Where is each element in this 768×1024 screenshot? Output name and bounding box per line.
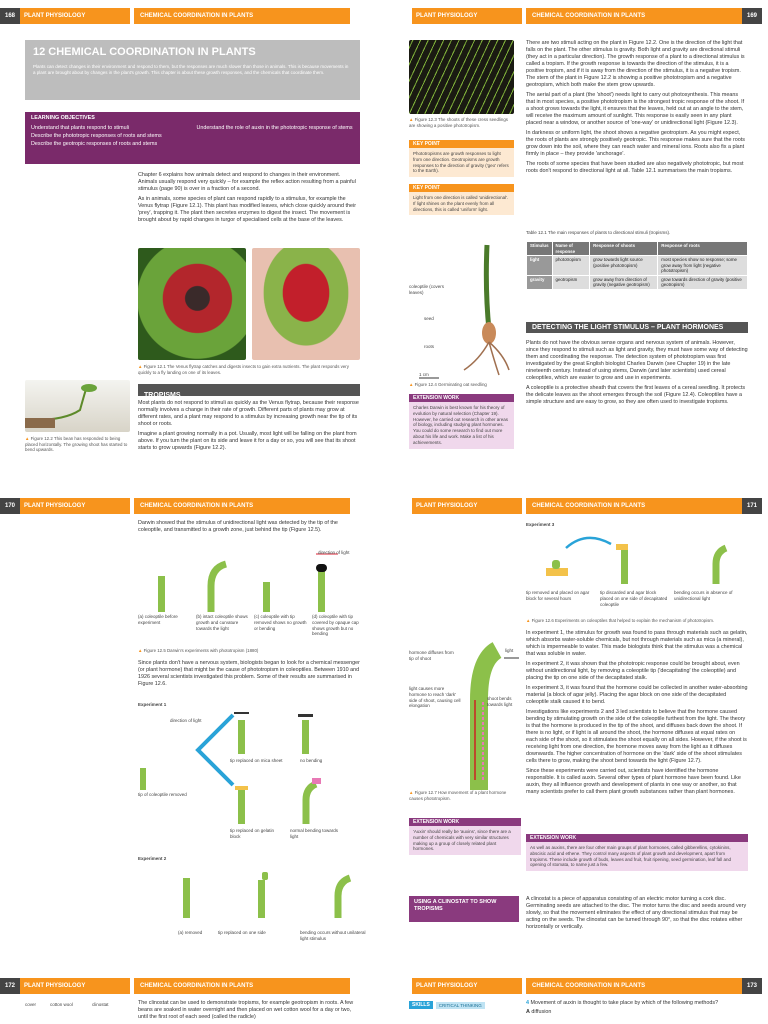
objective-item: Describe the phototropic responses of roots and stems [31,133,162,139]
figure-12-7 [409,640,521,800]
diagram-label: direction of light [170,718,202,723]
darwin-experiment-diagram [138,546,368,616]
diagram-label: tip replaced on one side [218,930,266,935]
table-header-cell: Response of shoots [590,242,658,256]
subject-tag: PLANT PHYSIOLOGY [20,498,130,514]
diagram-label: cotton wool [50,1002,73,1007]
diagram-label: bending occurs in absence of unidirectional light [674,590,733,601]
question-text: Movement of auxin is thought to take place by which of the following methods? [530,1000,719,1006]
diagram-label: tip replaced on gelatin block [230,828,275,839]
table-cell: most species show no response; some grow away from light (negative phototropism) [658,256,748,276]
cress-seedlings-photo [409,40,514,114]
diagram-label: shoot bends towards light [487,696,513,707]
figure-caption: ▲ Figure 12.5 Darwin's experiments with phototropism (1880) [138,648,360,654]
diagram-label: tip removed and placed on agar block for several hours [526,590,590,601]
extension-heading: EXTENSION WORK [526,834,748,842]
clinostat-heading: USING A CLINOSTAT TO SHOW TROPISMS [414,899,497,912]
diagram-label: bending occurs without unilateral light stimulus [300,930,366,941]
figure-caption: ▲ Figure 12.7 How movement of a plant hormone causes phototropism. [409,790,521,801]
diagram-label: cover [25,1002,37,1007]
table-header-cell: Response of roots [658,242,748,256]
diagram-label: coleoptile (covers leaves) [409,284,445,295]
body-text [526,40,748,175]
paragraph: Plants do not have the obvious sense organs and nervous system of animals. However, since they respond to stimuli such as light and gravity, they must have some way of detecting them and coordinating the response. The detection system of phototropism was first investigated by the great English biologist Charles Darwin (see Chapter 19) in the late nineteenth century. Instead of using stems, Darwin (and later scientists) used cereal coleoptiles, which are easier to grow and use in experiments. [526,340,748,381]
question-number: 4 [526,1000,529,1006]
diagram-label: no bending [300,758,323,763]
body-text [526,630,748,796]
page-header [0,8,384,24]
paragraph: The roots of some species that have been studied are also negatively phototropic, but most roots don't respond to directional light at all. Table 12.1 summarises the main tropisms. [526,161,744,174]
chapter-tag: CHEMICAL COORDINATION IN PLANTS [526,8,742,24]
page-number: 171 [742,498,762,514]
scale-label: 1 cm [419,372,429,377]
chapter-title-band [25,40,360,100]
diagram-label: tip of coleoptile removed [138,792,187,797]
objective-item: Describe the geotropic responses of roots and stems [31,141,158,147]
bean-shoot-icon [25,380,130,432]
paragraph: Investigations like experiments 2 and 3 led scientists to believe that the hormone caused bending by stimulating growth on the side of the coleoptile furthest from the light. The theory is that the hormone is produced in the tip of the shoot, and diffuses back down the shoot. If there is no light, or if light is all around the shoot, the hormone diffuses at equal rates on each side of the shoot, so it stimulates the shoot equally on all sides. However, if the shoot is receiving light from one direction, the hormone moves away from the light as it diffuses downwards. The higher concentration of hormone on the 'dark' side of the shoot stimulates cells there to grow, making the shoot bend towards the light (Figure 12.7). [526,709,747,764]
paragraph: Since these experiments were carried out, scientists have identified the hormone responsible. It is called auxin. Several other types of plant hormone have been found. Like auxin, they all influence growth and development of plants in one way or another, so that many scientists prefer to call them plant growth substances rather than plant hormones. [526,768,741,795]
diagram-label: hormone diffuses from tip of shoot [409,650,454,661]
tropisms-table [526,241,748,290]
paragraph: Imagine a plant growing normally in a pot. Usually, most light will be falling on the plant from above. If you turn the plant on its side and leave it for a day or so, you will see that its shoot starts to grow upwards (Figure 12.2). [138,431,357,451]
table-cell: grow away from direction of gravity (negative geotropism) [590,275,658,289]
figure-caption: ▲ Figure 12.2 This bean has responded to being placed horizontally. The growing shoot has started to bend upwards. [25,436,130,453]
objective-item: Understand that plants respond to stimuli [31,125,129,131]
table-header-row [527,242,748,256]
diagram-label: tip replaced on mica sheet [230,758,283,763]
page-number: 173 [742,978,762,994]
page-header [0,498,384,514]
diagram-label: (a) coleoptile before experiment [138,614,178,625]
page-number: 168 [0,8,20,24]
body-text [526,340,748,406]
diagram-label: clinostat [92,1002,109,1007]
subject-tag: PLANT PHYSIOLOGY [412,498,522,514]
section-heading: DETECTING THE LIGHT STIMULUS – PLANT HORMONES [526,322,748,333]
oat-seedling-diagram [409,230,514,380]
paragraph: In experiment 1, the stimulus for growth was found to pass through materials such as gelatin, which absorbs water-soluble chemicals, but not through materials such as mica (a mineral), which is impermeable to water. This made biologists think that the stimulus was a chemical that was soluble in water. [526,630,748,657]
paragraph: There are two stimuli acting on the plant in Figure 12.2. One is the direction of the light that falls on the plant. The other stimulus is gravity. Both light and gravity are directional stimuli (they act in a particular direction). The growth response of a plant to a directional stimulus is called a tropism. If the growth response is towards the direction of the stimulus, it is a positive tropism, and if it is away from the direction of the stimulus, it is a negative tropism. The stem of the plant in Figure 12.2 is showing a positive phototropism and a negative geotropism, which both make the stem grow upwards. [526,40,745,88]
chapter-tag: CHEMICAL COORDINATION IN PLANTS [134,978,350,994]
key-point-text: Phototropisms are growth responses to light from one direction. Geotropisms are growth responses to the direction of gravity ('geo' refers to the Earth). [409,148,514,177]
table-cell: phototropism [552,256,590,276]
diagram-label: seed [424,316,434,321]
chapter-title: 12 CHEMICAL COORDINATION IN PLANTS [33,46,256,58]
skills-badge [409,1001,485,1009]
section-heading [138,384,360,399]
extension-text: 'Auxin' should really be 'auxins', since there are a number of chemicals with very similar structures making up a group of closely related plant hormones. [409,826,521,855]
extension-work-box [526,834,748,871]
figure-caption: ▲ Figure 12.1 The Venus flytrap catches and digests insects to gain extra nutrients. The plant responds very quickly to a fly landing on one of its leaves. [138,364,360,375]
chapter-intro: Plants can detect changes in their environment and respond to them, but the responses are much slower than those in animals. This is because movements in a plant are brought about by changes in the plant's growth. This chapter is about these growth responses, and the chemicals that coordinate them. [33,64,349,75]
page-number: 172 [0,978,20,994]
table-cell: light [527,256,553,276]
paragraph: In darkness or uniform light, the shoot shows a negative geotropism. As you might expect, the roots of plants are strongly positively geotropic. This response makes sure that the roots grow down into the soil, where they can reach water and mineral ions. Roots also fix a plant firmly in place – they provide 'anchorage'. [526,130,745,157]
paragraph: Since plants don't have a nervous system, biologists began to look for a chemical messenger (or plant hormone) that might be the cause of phototropism in coleoptiles. Between 1910 and 1926 several scientists investigated this problem. Some of their results are summarised in Figure 12.6. [138,660,360,687]
skills-sub-label: CRITICAL THINKING [436,1002,485,1009]
learning-objectives [25,112,360,164]
diagram-label: light causes more hormone to reach 'dark' side of shoot, causing cell elongation [409,686,461,709]
key-point-heading: KEY POINT [409,184,514,192]
tropisms-text [138,400,360,452]
extension-text: Charles Darwin is best known for his theory of evolution by natural selection (Chapter 19). However, he carried out research in other areas of biology, including studying plant hormones. You could do some research to find out more about his life and work. Make a list of his achievements. [409,402,514,449]
figure-caption: ▲ Figure 12.4 Germinating oat seedling [409,382,514,388]
subject-tag: PLANT PHYSIOLOGY [20,8,130,24]
experiment-3-diagram [526,530,748,590]
figure-caption: ▲ Figure 12.6 Experiments on coleoptiles that helped to explain the mechanism of phototropism. [526,618,748,624]
page-172 [0,970,384,1024]
tropisms-heading: TROPISMS [144,392,181,399]
page-number: 169 [742,8,762,24]
extension-text: As well as auxins, there are four other main groups of plant hormones, called gibberellins, cytokinins, abscisic acid and ethene. They control many aspects of plant growth and development, apart from tropisms. These include growth of buds, leaves and fruit, fruit ripening, seed germination, leaf fall and opening of stomata, to name just a few. [526,842,748,871]
table-caption: Table 12.1 The main responses of plants to directional stimuli (tropisms). [526,230,671,235]
option-letter: A [526,1009,530,1015]
paragraph: As in animals, some species of plant can respond rapidly to a stimulus, for example the Venus flytrap (Figure 12.1). This plant has modified leaves, which close quickly around their 'prey', trapping it. The plant then secretes enzymes to digest the insect. The movement is brought about by rapid changes in turgor of specialised cells at the base of the leaves. [138,196,357,223]
extension-work-box [409,394,514,449]
subject-tag: PLANT PHYSIOLOGY [20,978,130,994]
extension-heading: EXTENSION WORK [409,394,514,402]
venus-flytrap-photo [138,248,246,360]
diagram-label: (a) removed [178,930,203,935]
body-text [138,172,360,224]
diagram-label: roots [424,344,435,349]
page-header [384,978,768,994]
chapter-tag: CHEMICAL COORDINATION IN PLANTS [526,498,742,514]
shoot-bending-diagram [409,640,521,790]
diagram-label: direction of light [318,550,350,555]
page-170 [0,490,384,970]
paragraph: A coleoptile is a protective sheath that covers the first leaves of a cereal seedling. It protects the delicate leaves as the shoot emerges through the soil (Figure 12.4). Coleoptiles have a simple structure and are easy to grow, so they are often used to investigate tropisms. [526,385,746,405]
question [526,1000,748,1016]
diagram-label: (c) coleoptile with tip removed shows no growth or bending [254,614,307,631]
page-169 [384,0,768,490]
table-row [527,275,748,289]
table-cell: grow towards light source (positive phototropism) [590,256,658,276]
table-cell: geotropism [552,275,590,289]
diagram-labels-row [526,590,748,607]
diagram-label: light [505,648,514,653]
subject-tag: PLANT PHYSIOLOGY [412,978,522,994]
skills-label: SKILLS [409,1001,433,1009]
paragraph: A clinostat is a piece of apparatus consisting of an electric motor turning a cork disc. Germinating seeds are attached to the disc. The motor turns the disc and seeds around very slowly, so that the movement eliminates the effect of any directional stimulus that may be acting on the seeds. The clinostat can be turned through 90°, so that the disc rotates either horizontally or vertically. [526,896,747,930]
paragraph: In experiment 3, it was found that the hormone could be collected in another water-absorbing material (a block of agar jelly). Placing the agar block on one side of the decapitated coleoptile stalk caused it to bend. [526,685,748,705]
clinostat-heading-box [409,896,519,922]
table-row [527,256,748,276]
page-header [0,978,384,994]
figure-caption: ▲ Figure 12.3 The shoots of these cress seedlings are showing a positive phototropism. [409,117,514,128]
paragraph: The clinostat can be used to demonstrate tropisms, for example geotropism in roots. A few beans are soaked in water overnight and then placed on wet cotton wool for a day or two, until the first root of each seed (called the radicle) [138,1000,354,1020]
chapter-tag: CHEMICAL COORDINATION IN PLANTS [526,978,742,994]
objective-item: Understand the role of auxin in the phototropic response of stems [196,125,353,131]
chapter-tag: CHEMICAL COORDINATION IN PLANTS [134,8,350,24]
table-header-cell: Name of response [552,242,590,256]
experiment-label: Experiment 3 [526,522,555,527]
diagram-labels-row [138,614,368,637]
experiment-label: Experiment 2 [138,856,167,861]
objectives-heading: LEARNING OBJECTIVES [31,115,95,121]
key-point-box [409,184,514,215]
page-173 [384,970,768,1024]
extension-work-box [409,818,521,855]
venus-flytrap-photo [252,248,360,360]
extension-heading: EXTENSION WORK [409,818,521,826]
chapter-tag: CHEMICAL COORDINATION IN PLANTS [134,498,350,514]
key-point-text: Light from one direction is called 'unidirectional'. If light shines on the plant evenly from all directions, this is called 'uniform' light. [409,192,514,215]
diagram-label: (d) coleoptile with tip covered by opaque cap shows growth but no bending [312,614,359,637]
paragraph: Most plants do not respond to stimuli as quickly as the Venus flytrap, because their response normally involves a change in their rate of growth. Different parts of plants may grow at different rates, and a plant may respond to a stimulus by increasing growth near the tip of its shoot or roots. [138,400,359,427]
page-168 [0,0,384,490]
table-cell: grow towards direction of gravity (positive geotropism) [658,275,748,289]
experiment-2-diagram [138,866,368,926]
paragraph: Darwin showed that the stimulus of unidirectional light was detected by the tip of the coleoptile, and transmitted to a growth zone, just behind the tip (Figure 12.5). [138,520,338,533]
key-point-heading: KEY POINT [409,140,514,148]
bean-plant-photo [25,380,130,432]
subject-tag: PLANT PHYSIOLOGY [412,8,522,24]
diagram-label: (b) intact coleoptile shows growth and curvature towards the light [196,614,248,631]
diagram-label: normal bending towards light [290,828,339,839]
page-number: 170 [0,498,20,514]
experiment-1-diagram [138,710,368,840]
paragraph: The aerial part of a plant (the 'shoot') needs light to carry out photosynthesis. This means that in most species, a positive phototropism is the strongest tropic response of the shoot. If a shoot grows towards the light, it ensures that the leaves, held out at an angle to the stem, will receive the maximum amount of sunlight. This response is easily seen in any plant placed near a window, or another source of 'one-way' or unidirectional light (Figure 12.3). [526,92,745,126]
option-text: diffusion [531,1009,552,1015]
experiment-label: Experiment 1 [138,702,167,707]
table-cell: gravity [527,275,553,289]
page-header [384,498,768,514]
diagram-label: tip discarded and agar block placed on one side of decapitated coleoptile [600,590,668,607]
page-header [384,8,768,24]
paragraph: Chapter 6 explains how animals detect and respond to changes in their environment. Animals usually respond very quickly – for example the reflex action resulting from a painful stimulus (page 90) is over in a fraction of a second. [138,172,356,192]
key-point-box [409,140,514,177]
paragraph: In experiment 2, it was shown that the phototropic response could be brought about, even without unidirectional light, by removing a coleoptile tip ('decapitating' the coleoptile) and placing the tip on one side of the decapitated stalk. [526,661,740,681]
table-header-cell: Stimulus [527,242,553,256]
